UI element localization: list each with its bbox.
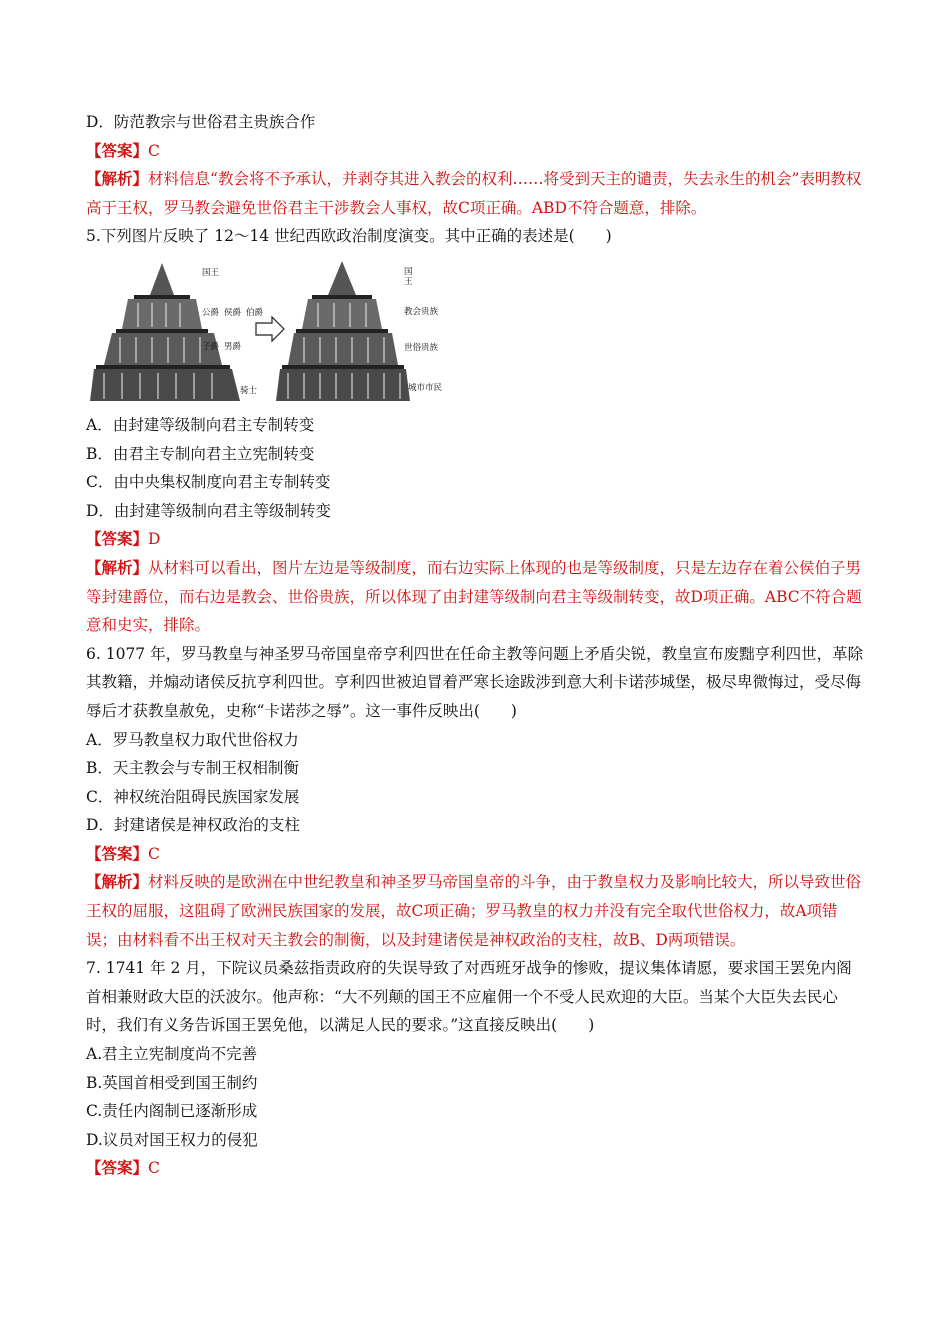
- q5-option-b: B．由君主专制向君主立宪制转变: [86, 444, 315, 463]
- left-pyramid: [90, 263, 264, 401]
- q6-analysis: [86, 868, 866, 954]
- q6-option-a: A．罗马教皇权力取代世俗权力: [86, 730, 299, 749]
- label-secular-nobles: 世俗贵族: [404, 342, 439, 353]
- label-king-right: 国王: [404, 266, 413, 287]
- analysis-tag: 【解析】: [86, 169, 149, 189]
- label-marquis: 侯爵: [224, 307, 242, 318]
- right-church-row: [302, 299, 382, 329]
- answer-value: C: [148, 844, 160, 863]
- label-baron: 男爵: [224, 341, 242, 352]
- label-king-left: 国王: [202, 267, 220, 278]
- q5-option-d: D．由封建等级制向君主等级制转变: [86, 501, 331, 520]
- q5-option-c: C．由中央集权制度向君主专制转变: [86, 473, 331, 492]
- q7-option-a: A.君主立宪制度尚不完善: [86, 1045, 258, 1064]
- label-duke: 公爵: [202, 307, 220, 318]
- q4-option-d: D．防范教宗与世俗君主贵族合作: [86, 113, 316, 131]
- answer-value: C: [148, 141, 160, 160]
- answer-value: C: [148, 1159, 160, 1178]
- answer-tag: 【答案】: [86, 1158, 149, 1178]
- q5-analysis: [86, 554, 866, 640]
- label-viscount: 子爵: [202, 341, 220, 352]
- analysis-text: 材料信息“教会将不予承认，并剥夺其进入教会的权利……将受到天主的谴责，失去永生的机会”表明教权高于王权，罗马教会避免世俗君主干涉教会人事权，故C项正确。ABD不符合题意，排除。: [86, 170, 862, 217]
- q7-stem: 7. 1741 年 2 月，下院议员桑兹指责政府的失误导致了对西班牙战争的惨败，提议集体请愿，要求国王罢免内阁首相兼财政大臣的沃波尔。他声称：“大不列颠的国王不应雇佣一个不受人民欢迎的大臣。当某个大臣失去民心时，我们有义务告诉国王罢免他，以满足人民的要求。”这直接反映出( ): [86, 959, 852, 1035]
- label-count: 伯爵: [246, 307, 264, 318]
- q5-answer: [86, 525, 866, 554]
- answer-value: D: [148, 530, 161, 549]
- answer-tag: 【答案】: [86, 140, 149, 160]
- right-king-figure: [328, 261, 356, 295]
- q5-option-a: A．由封建等级制向君主专制转变: [86, 415, 315, 434]
- analysis-tag: 【解析】: [86, 557, 149, 577]
- analysis-tag: 【解析】: [86, 872, 149, 892]
- q6-option-b: B．天主教会与专制王权相制衡: [86, 759, 299, 778]
- analysis-text: 从材料可以看出，图片左边是等级制度，而右边实际上体现的也是等级制度，只是左边存在着公侯伯子男等封建爵位，而右边是教会、世俗贵族，所以体现了由封建等级制向君主等级制转变，故D项正确。ABC不符合题意和史实，排除。: [86, 558, 862, 635]
- q6-option-c: C．神权统治阻碍民族国家发展: [86, 787, 300, 806]
- right-pyramid: [276, 261, 410, 401]
- q5-stem: 5.下列图片反映了 12～14 世纪西欧政治制度演变。其中正确的表述是( ): [86, 227, 612, 246]
- answer-tag: 【答案】: [86, 529, 149, 549]
- document-page: [86, 108, 866, 1183]
- pyramid-illustration: [90, 255, 420, 405]
- label-citizens: 城市市民: [408, 382, 443, 393]
- q7-option-d: D.议员对国王权力的侵犯: [86, 1130, 258, 1149]
- q6-answer: [86, 840, 866, 869]
- right-citizen-row: [276, 369, 410, 401]
- q6-option-d: D．封建诸侯是神权政治的支柱: [86, 816, 300, 835]
- q5-figure: [90, 255, 443, 405]
- left-knight-row: [90, 369, 240, 401]
- q4-answer: [86, 137, 866, 166]
- label-church-nobles: 教会贵族: [404, 306, 439, 317]
- q4-analysis: [86, 165, 866, 222]
- transition-arrow-icon: [256, 317, 284, 341]
- left-king-figure: [150, 263, 174, 295]
- q7-option-c: C.责任内阁制已逐渐形成: [86, 1102, 258, 1121]
- left-duke-row: [122, 299, 202, 329]
- analysis-text: 材料反映的是欧洲在中世纪教皇和神圣罗马帝国皇帝的斗争，由于教皇权力及影响比较大，所以导致世俗王权的屈服，这阻碍了欧洲民族国家的发展，故C项正确；罗马教皇的权力并没有完全取代世俗权力，故A项错误；由材料看不出王权对天主教会的制衡，以及封建诸侯是神权政治的支柱，故B、D两项错误。: [86, 873, 862, 949]
- q6-stem: 6. 1077 年，罗马教皇与神圣罗马帝国皇帝亨利四世在任命主教等问题上矛盾尖锐，教皇宣布废黜亨利四世，革除其教籍，并煽动诸侯反抗亨利四世。亨利四世被迫冒着严寒长途跋涉到意大利卡诺莎城堡，极尽卑微悔过，受尽侮辱后才获教皇赦免，史称“卡诺莎之辱”。这一事件反映出( ): [86, 644, 864, 720]
- q7-option-b: B.英国首相受到国王制约: [86, 1073, 258, 1092]
- label-knight: 骑士: [240, 385, 258, 396]
- q7-answer: [86, 1154, 866, 1183]
- answer-tag: 【答案】: [86, 843, 149, 863]
